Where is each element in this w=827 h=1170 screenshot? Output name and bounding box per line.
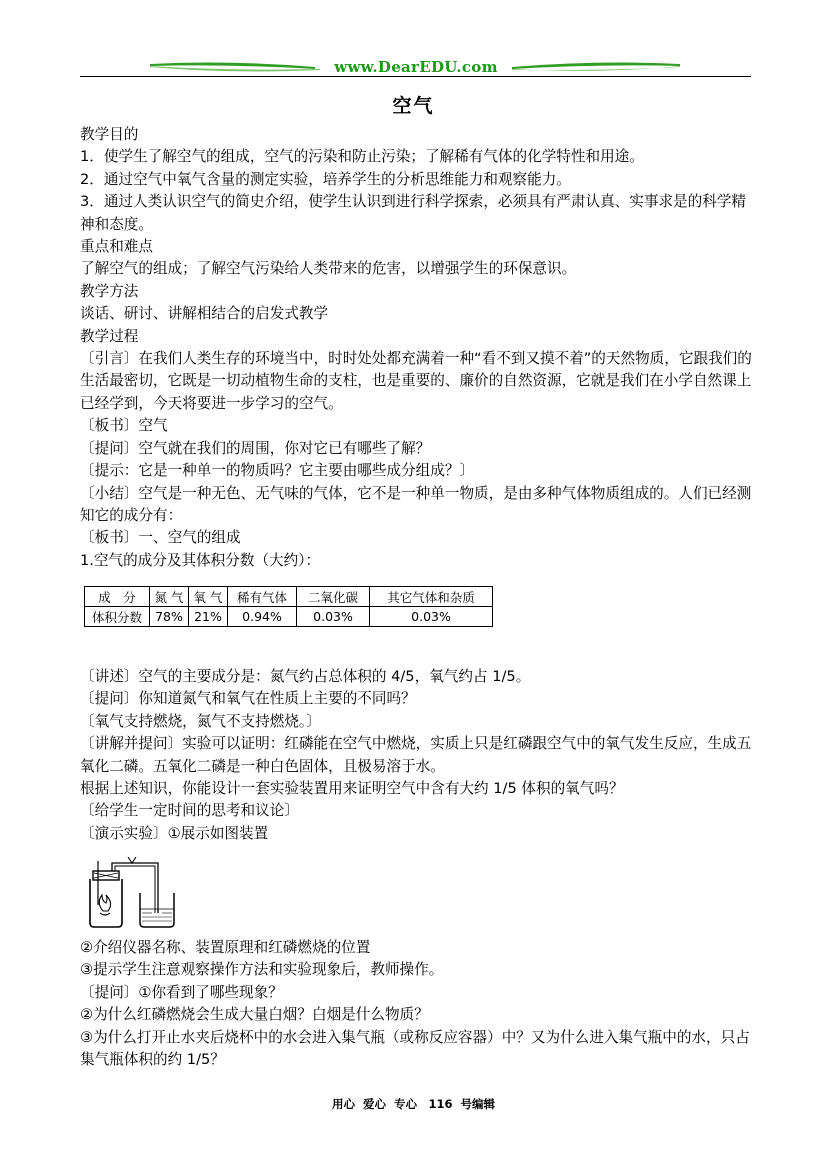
paragraph: 1.空气的成分及其体积分数（大约）：: [80, 551, 321, 569]
paragraph: 〔提问〕你知道氮气和氧气在性质上主要的不同吗？: [80, 690, 416, 708]
table-cell: 21%: [189, 607, 228, 627]
table-cell: 0.03%: [370, 607, 493, 627]
paragraph: 〔讲解并提问〕实验可以证明：红磷能在空气中燃烧，实质上只是红磷跟空气中的氧气发生反应，生成五氧化二磷。五氧化二磷是一种白色固体，且极易溶于水。: [80, 735, 752, 775]
paragraph: ②介绍仪器名称、装置原理和红磷燃烧的位置: [80, 939, 371, 956]
section-objectives: [80, 124, 752, 572]
paragraph: 教学方法: [80, 282, 139, 300]
table-row: [85, 607, 493, 627]
paragraph: 〔小结〕空气是一种无色、无气味的气体，它不是一种单一物质，是由多种气体物质组成的。人们已经测知它的成分有：: [80, 484, 752, 524]
paragraph: 了解空气的组成；了解空气污染给人类带来的危害，以增强学生的环保意识。: [80, 260, 577, 278]
paragraph: 1．使学生了解空气的组成，空气的污染和防止污染；了解稀有气体的化学特性和用途。: [80, 148, 644, 166]
experiment-apparatus-figure: [84, 857, 184, 929]
paragraph: 2．通过空气中氧气含量的测定实验，培养学生的分析思维能力和观察能力。: [80, 170, 571, 188]
table-cell: 78%: [150, 607, 189, 627]
section-discussion: [80, 666, 752, 845]
paragraph: 〔提示：它是一种单一的物质吗？它主要由哪些成分组成？〕: [80, 462, 475, 480]
paragraph: 〔板书〕空气: [80, 417, 168, 435]
table-header-cell: 氧 气: [189, 587, 228, 607]
paragraph: 〔提问〕①你看到了哪些现象？: [80, 983, 283, 1001]
paragraph: 3．通过人类认识空气的简史介绍，使学生认识到进行科学探索，必须具有严肃认真、实事求是的科学精神和态度。: [80, 193, 747, 233]
paragraph: 〔板书〕一、空气的组成: [80, 529, 241, 547]
table-header-cell: 稀有气体: [228, 587, 297, 607]
paragraph: 〔氧气支持燃烧，氮气不支持燃烧。〕: [80, 712, 321, 730]
paragraph: 教学目的: [80, 126, 139, 143]
section-questions: [80, 937, 752, 1071]
table-header-cell: 氮 气: [150, 587, 189, 607]
paragraph: 〔讲述〕空气的主要成分是：氮气约占总体积的 4/5，氧气约占 1/5。: [80, 668, 531, 685]
header-banner: [80, 52, 752, 82]
table-cell: 0.94%: [228, 607, 297, 627]
air-composition-table: [84, 586, 493, 627]
table-cell: 体积分数: [85, 607, 150, 627]
site-logo: www.DearEDU.com: [334, 58, 498, 76]
paragraph: 〔给学生一定时间的思考和议论〕: [80, 802, 299, 820]
paragraph: ③为什么打开止水夹后烧杯中的水会进入集气瓶（或称反应容器）中？又为什么进入集气瓶中的水，只占集气瓶体积的约 1/5？: [80, 1028, 750, 1069]
paragraph: ②为什么红磷燃烧会生成大量白烟？白烟是什么物质？: [80, 1006, 429, 1024]
paragraph: 谈话、研讨、讲解相结合的启发式教学: [80, 305, 329, 323]
page-title: 空气: [392, 95, 435, 117]
table-header-cell: 其它气体和杂质: [370, 587, 493, 607]
paragraph: 〔引言〕在我们人类生存的环境当中，时时处处都充满着一种“看不到又摸不着”的天然物质，它跟我们的生活最密切，它既是一切动植物生命的支柱，也是重要的、廉价的自然资源，它就是我们在小学自然课上已经学到，今天将要进一步学习的空气。: [80, 350, 752, 412]
paragraph: 〔提问〕空气就在我们的周围，你对它已有哪些了解？: [80, 439, 431, 457]
table-cell: 0.03%: [297, 607, 370, 627]
paragraph: 教学过程: [80, 327, 139, 345]
table-header-row: [85, 587, 493, 607]
header-rule: [80, 76, 751, 77]
paragraph: 重点和难点: [80, 238, 153, 256]
table-header-cell: 二氧化碳: [297, 587, 370, 607]
paragraph: 根据上述知识，你能设计一套实验装置用来证明空气中含有大约 1/5 体积的氧气吗？: [80, 780, 624, 798]
paragraph: 〔演示实验〕①展示如图装置: [80, 824, 269, 842]
page-footer: 用心 爱心 专心 116 号编辑: [331, 1097, 495, 1111]
paragraph: ③提示学生注意观察操作方法和实验现象后，教师操作。: [80, 961, 444, 979]
table-header-cell: 成 分: [85, 587, 150, 607]
